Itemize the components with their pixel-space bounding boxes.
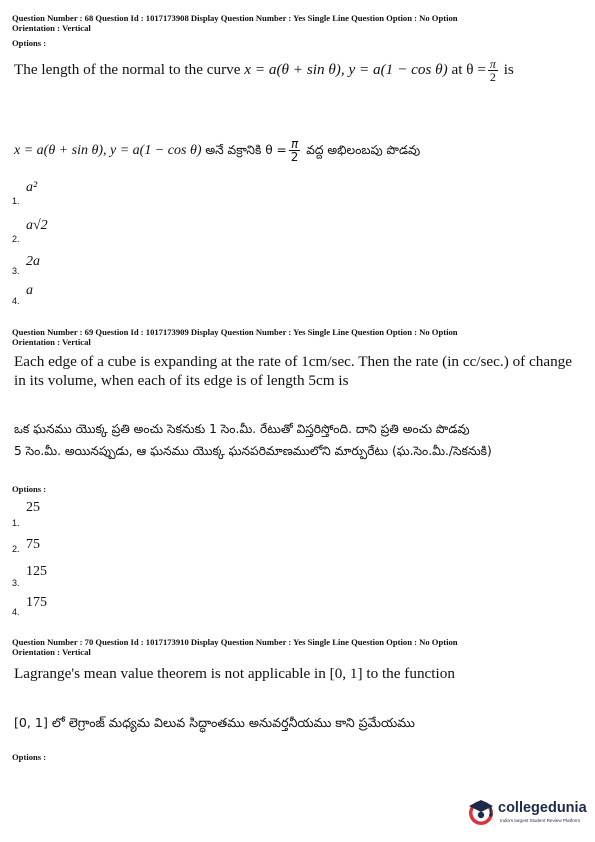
q69-te-line1: ఒక ఘనము యొక్క ప్రతి అంచు సెకనుకు 1 సెం.మీ. రేటుతో విస్తరిస్తోంది. దాని ప్రతి అంచు పొడవు xyxy=(14,422,470,436)
fraction-denominator: 2 xyxy=(290,150,299,164)
q68-en-suffix: is xyxy=(499,60,514,78)
q68-option-2-value: a√2 xyxy=(26,218,48,233)
q70-meta-line2: Orientation : Vertical xyxy=(12,646,91,657)
collegedunia-logo xyxy=(466,797,588,833)
q70-question-english: Lagrange's mean value theorem is not applicable in [0, 1] to the function xyxy=(14,665,455,682)
q69-option-3-number: 3. xyxy=(12,578,20,588)
q68-te-suffix: వద్ద అభిలంబపు పొడవు xyxy=(302,143,421,157)
q68-theta-fraction xyxy=(488,58,498,83)
q69-option-1-number: 1. xyxy=(12,518,20,528)
q68-meta-line1: Question Number : 68 Question Id : 1017173908 Display Question Number : Yes Single Line Question Option : No Option xyxy=(12,13,458,23)
q69-options-label: Options : xyxy=(12,484,47,494)
q70-meta xyxy=(12,638,582,657)
q69-question-english xyxy=(14,352,586,390)
q68-option-3-value: 2a xyxy=(26,254,40,269)
q68-option-1-value: a² xyxy=(26,180,38,195)
q68-meta xyxy=(12,14,582,33)
fraction-numerator: π xyxy=(289,138,301,151)
q69-meta-line1: Question Number : 69 Question Id : 1017173909 Display Question Number : Yes Single Line Question Option : No Option xyxy=(12,327,458,337)
q69-option-1-value: 25 xyxy=(26,500,40,515)
q69-en-line2: in its volume, when each of its edge is of length 5cm is xyxy=(14,372,349,389)
q69-question-telugu xyxy=(14,418,586,462)
q68-options-label: Options : xyxy=(12,38,47,48)
q68-te-theta-fraction xyxy=(289,138,301,163)
q68-te-mid: అనే వక్రానికి θ = xyxy=(201,143,287,157)
q69-en-line1: Each edge of a cube is expanding at the rate of 1cm/sec. Then the rate (in cc/sec.) of change xyxy=(14,353,573,370)
q69-option-4-number: 4. xyxy=(12,607,20,617)
q68-question-english xyxy=(14,58,586,83)
q70-meta-line1: Question Number : 70 Question Id : 1017173910 Display Question Number : Yes Single Line Question Option : No Option xyxy=(12,637,458,647)
q68-question-telugu xyxy=(14,138,586,163)
q69-option-2-value: 75 xyxy=(26,537,40,552)
q70-options-label: Options : xyxy=(12,752,47,762)
q68-option-4-value: a xyxy=(26,283,33,298)
q68-meta-line2: Orientation : Vertical xyxy=(12,22,91,33)
q68-option-2-number: 2. xyxy=(12,234,20,244)
logo-wordmark: collegedunia xyxy=(498,800,587,816)
q69-option-3-value: 125 xyxy=(26,564,47,579)
q69-meta-line2: Orientation : Vertical xyxy=(12,336,91,347)
q68-te-equation: x = a(θ + sin θ), y = a(1 − cos θ) xyxy=(14,143,202,158)
q68-option-3-number: 3. xyxy=(12,266,20,276)
q68-option-4-number: 4. xyxy=(12,296,20,306)
fraction-numerator: π xyxy=(489,57,496,71)
graduation-cap-icon xyxy=(466,797,496,827)
fraction-denominator: 2 xyxy=(489,70,496,84)
q69-meta xyxy=(12,328,582,347)
q68-en-at: at θ = xyxy=(447,60,486,78)
q68-en-prefix: The length of the normal to the curve xyxy=(14,60,245,78)
q69-option-2-number: 2. xyxy=(12,544,20,554)
logo-tagline: India's largest Student Review Platform xyxy=(500,818,581,823)
q69-te-line2: 5 సెం.మీ. అయినప్పుడు, ఆ ఘనము యొక్క ఘనపరిమాణములోని మార్పురేటు (ఘ.సెం.మీ./సెకనుకి) xyxy=(14,444,492,458)
q70-question-telugu: [0, 1] లో లెగ్రాంజ్ మధ్యమ విలువ సిద్ధాంతము అనువర్తనీయము కాని ప్రమేయము xyxy=(14,715,415,730)
q68-option-1-number: 1. xyxy=(12,196,20,206)
q69-option-4-value: 175 xyxy=(26,595,47,610)
q68-equation: x = a(θ + sin θ), y = a(1 − cos θ) xyxy=(244,60,448,78)
